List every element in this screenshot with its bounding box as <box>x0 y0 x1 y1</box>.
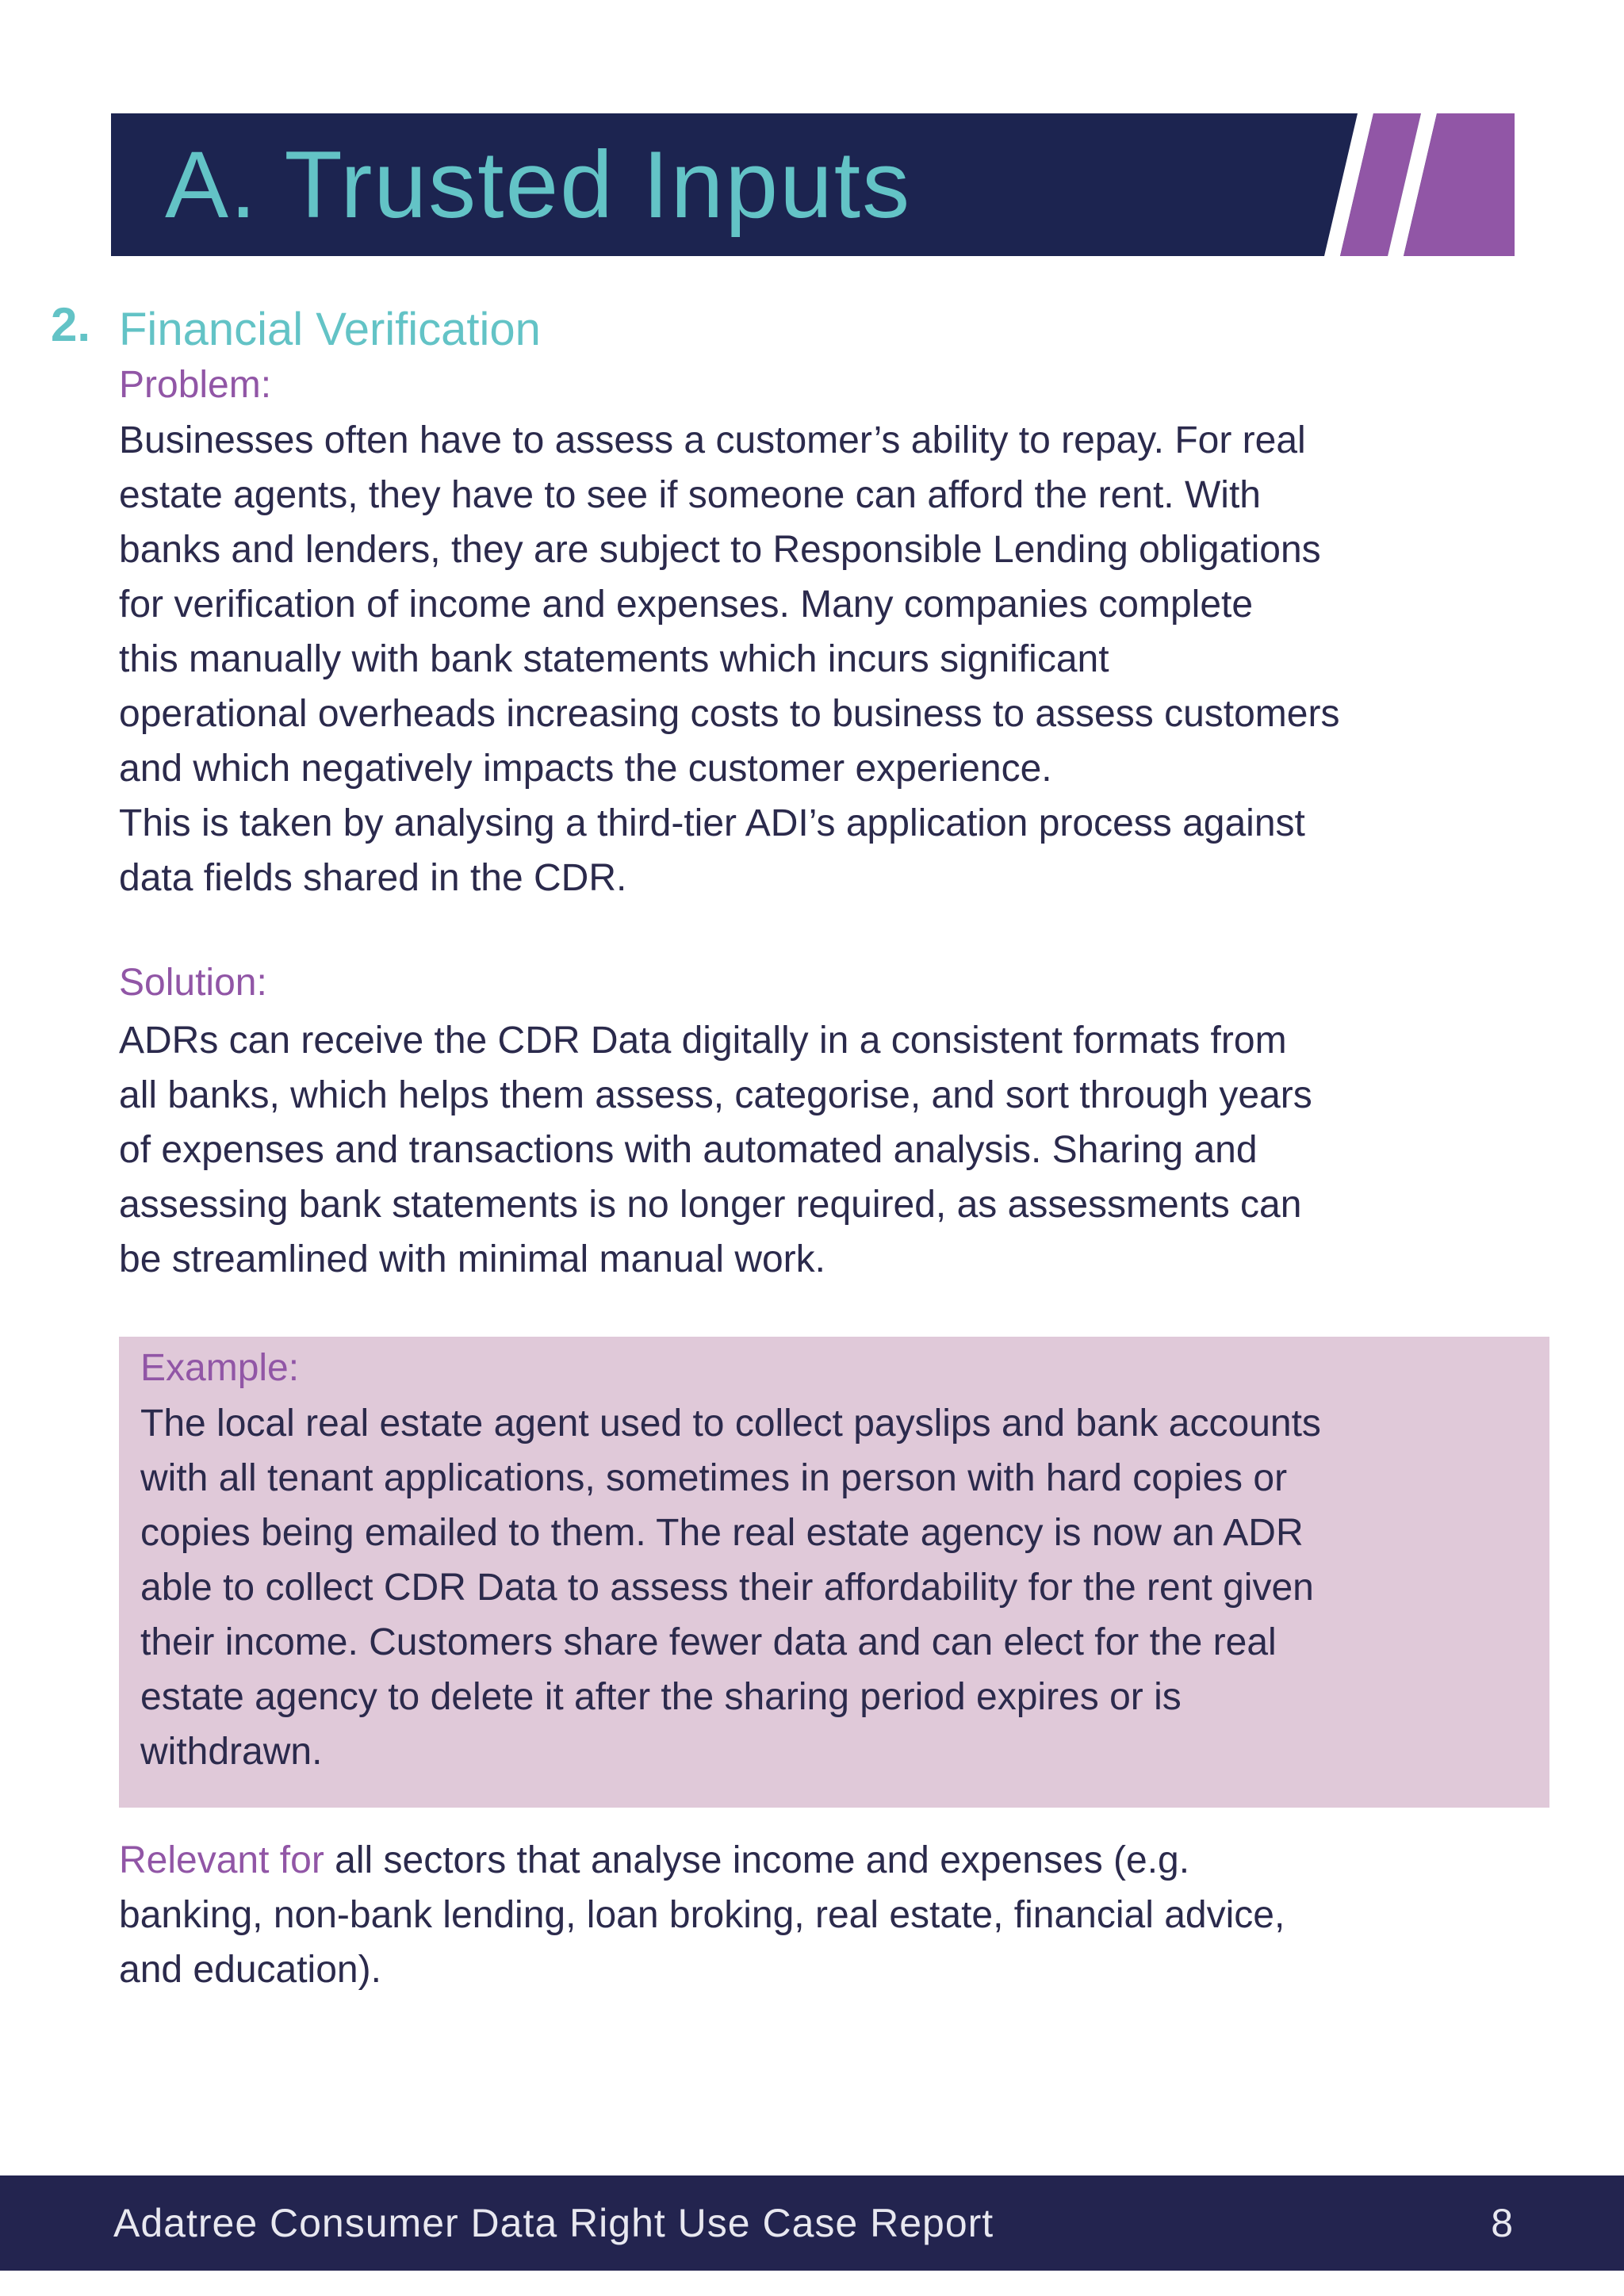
text-line: be streamlined with minimal manual work. <box>119 1238 825 1280</box>
problem-label: Problem: <box>119 364 272 406</box>
text-line: banks and lenders, they are subject to Responsible Lending obligations <box>119 529 1321 571</box>
text-line <box>119 1833 1562 1888</box>
text-line: able to collect CDR Data to assess their affordability for the rent given <box>140 1567 1314 1609</box>
text-line: copies being emailed to them. The real estate agency is now an ADR <box>140 1512 1304 1554</box>
text-line: of expenses and transactions with automated analysis. Sharing and <box>119 1129 1258 1171</box>
relevant-line-1: all sectors that analyse income and expenses (e.g. <box>324 1839 1190 1881</box>
text-line: ADRs can receive the CDR Data digitally in a consistent formats from <box>119 1020 1287 1062</box>
example-callout <box>119 1337 1549 1808</box>
page-footer <box>0 2175 1624 2271</box>
section-title: Financial Verification <box>119 304 541 355</box>
page-title: A. Trusted Inputs <box>165 132 912 238</box>
section-number: 2. <box>51 298 91 351</box>
text-line: withdrawn. <box>140 1731 323 1773</box>
footer-title: Adatree Consumer Data Right Use Case Report <box>113 2201 994 2245</box>
title-banner <box>111 113 1515 256</box>
text-line: banking, non-bank lending, loan broking, real estate, financial advice, <box>119 1894 1285 1936</box>
text-line: This is taken by analysing a third-tier ADI’s application process against <box>119 802 1305 844</box>
relevant-lead: Relevant for <box>119 1839 324 1881</box>
text-line: their income. Customers share fewer data and can elect for the real <box>140 1621 1277 1663</box>
example-label: Example: <box>140 1347 300 1389</box>
text-line: estate agency to delete it after the sharing period expires or is <box>140 1676 1182 1718</box>
text-line: all banks, which helps them assess, categorise, and sort through years <box>119 1074 1312 1116</box>
text-line: and education). <box>119 1949 381 1991</box>
text-line: The local real estate agent used to collect payslips and bank accounts <box>140 1402 1321 1445</box>
text-line: Businesses often have to assess a customer’s ability to repay. For real <box>119 419 1306 461</box>
page-number: 8 <box>1491 2201 1513 2245</box>
relevant-paragraph <box>119 1833 1562 1997</box>
text-line: with all tenant applications, sometimes in person with hard copies or <box>140 1457 1288 1499</box>
example-paragraph <box>140 1396 1536 1779</box>
problem-paragraph <box>119 413 1562 905</box>
text-line: operational overheads increasing costs to business to assess customers <box>119 693 1340 735</box>
decorative-stripes <box>1324 113 1515 256</box>
solution-label: Solution: <box>119 962 267 1004</box>
text-line: for verification of income and expenses. Many companies complete <box>119 584 1254 626</box>
text-line: this manually with bank statements which incurs significant <box>119 638 1109 680</box>
text-line: data fields shared in the CDR. <box>119 857 627 899</box>
text-line: and which negatively impacts the customer experience. <box>119 748 1052 790</box>
text-line: estate agents, they have to see if someone can afford the rent. With <box>119 474 1261 516</box>
text-line: assessing bank statements is no longer required, as assessments can <box>119 1184 1302 1226</box>
solution-paragraph <box>119 1013 1562 1287</box>
